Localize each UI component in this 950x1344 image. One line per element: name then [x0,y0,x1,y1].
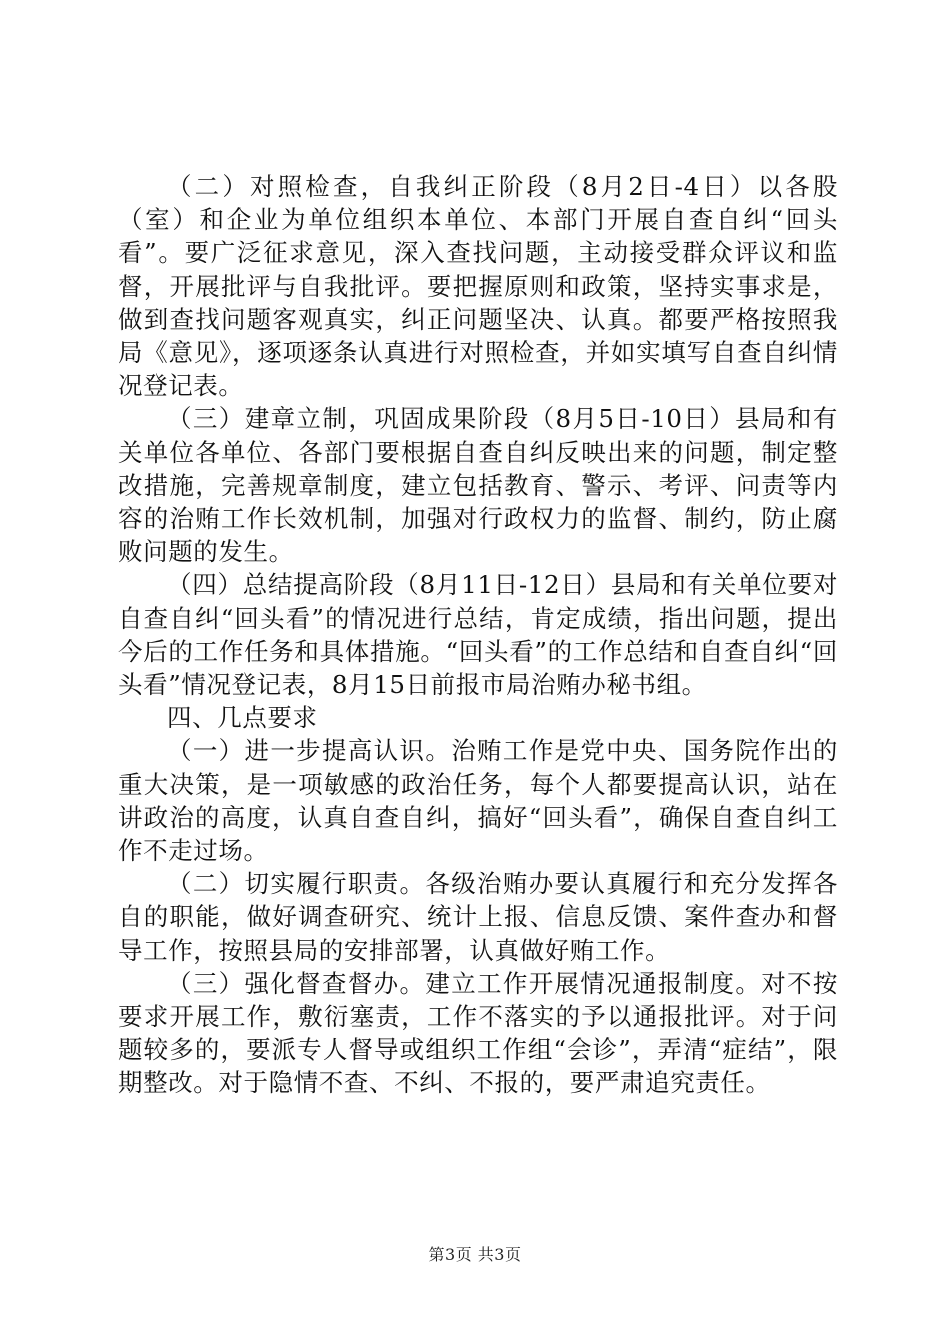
paragraph-requirement-3: （三）强化督查督办。建立工作开展情况通报制度。对不按要求开展工作，敷衍塞责，工作不落实的予以通报批评。对于问题较多的，要派专人督导或组织工作组“会诊”，弄清“症结”，限期整改。对于隐情不查、不纠、不报的，要严肃追究责任。 [118,968,838,1098]
paragraph-requirement-2: （二）切实履行职责。各级治贿办要认真履行和充分发挥各自的职能，做好调查研究、统计上报、信息反馈、案件查办和督导工作，按照县局的安排部署，认真做好贿工作。 [118,869,838,965]
paragraph-stage-3: （三）建章立制，巩固成果阶段（8月5日-10日）县局和有关单位各单位、各部门要根据自查自纠反映出来的问题，制定整改措施，完善规章制度，建立包括教育、警示、考评、问责等内容的治贿工作长效机制，加强对行政权力的监督、制约，防止腐败问题的发生。 [118,404,838,567]
paragraph-stage-2: （二）对照检查，自我纠正阶段（8月2日-4日）以各股（室）和企业为单位组织本单位、本部门开展自查自纠“回头看”。要广泛征求意见，深入查找问题，主动接受群众评议和监督，开展批评与自我批评。要把握原则和政策，坚持实事求是，做到查找问题客观真实，纠正问题坚决、认真。都要严格按照我局《意见》，逐项逐条认真进行对照检查，并如实填写自查自纠情况登记表。 [118,172,838,401]
paragraph-requirement-1: （一）进一步提高认识。治贿工作是党中央、国务院作出的重大决策，是一项敏感的政治任务，每个人都要提高认识，站在讲政治的高度，认真自查自纠，搞好“回头看”，确保自查自纠工作不走过场。 [118,736,838,866]
page-number-footer: 第3页 共3页 [428,1245,522,1264]
document-body [118,170,838,1100]
section-heading-requirements: 四、几点要求 [167,703,318,733]
paragraph-stage-4: （四）总结提高阶段（8月11日-12日）县局和有关单位要对自查自纠“回头看”的情况进行总结，肯定成绩，指出问题，提出今后的工作任务和具体措施。“回头看”的工作总结和自查自纠“回头看”情况登记表，8月15日前报市局治贿办秘书组。 [118,570,838,700]
